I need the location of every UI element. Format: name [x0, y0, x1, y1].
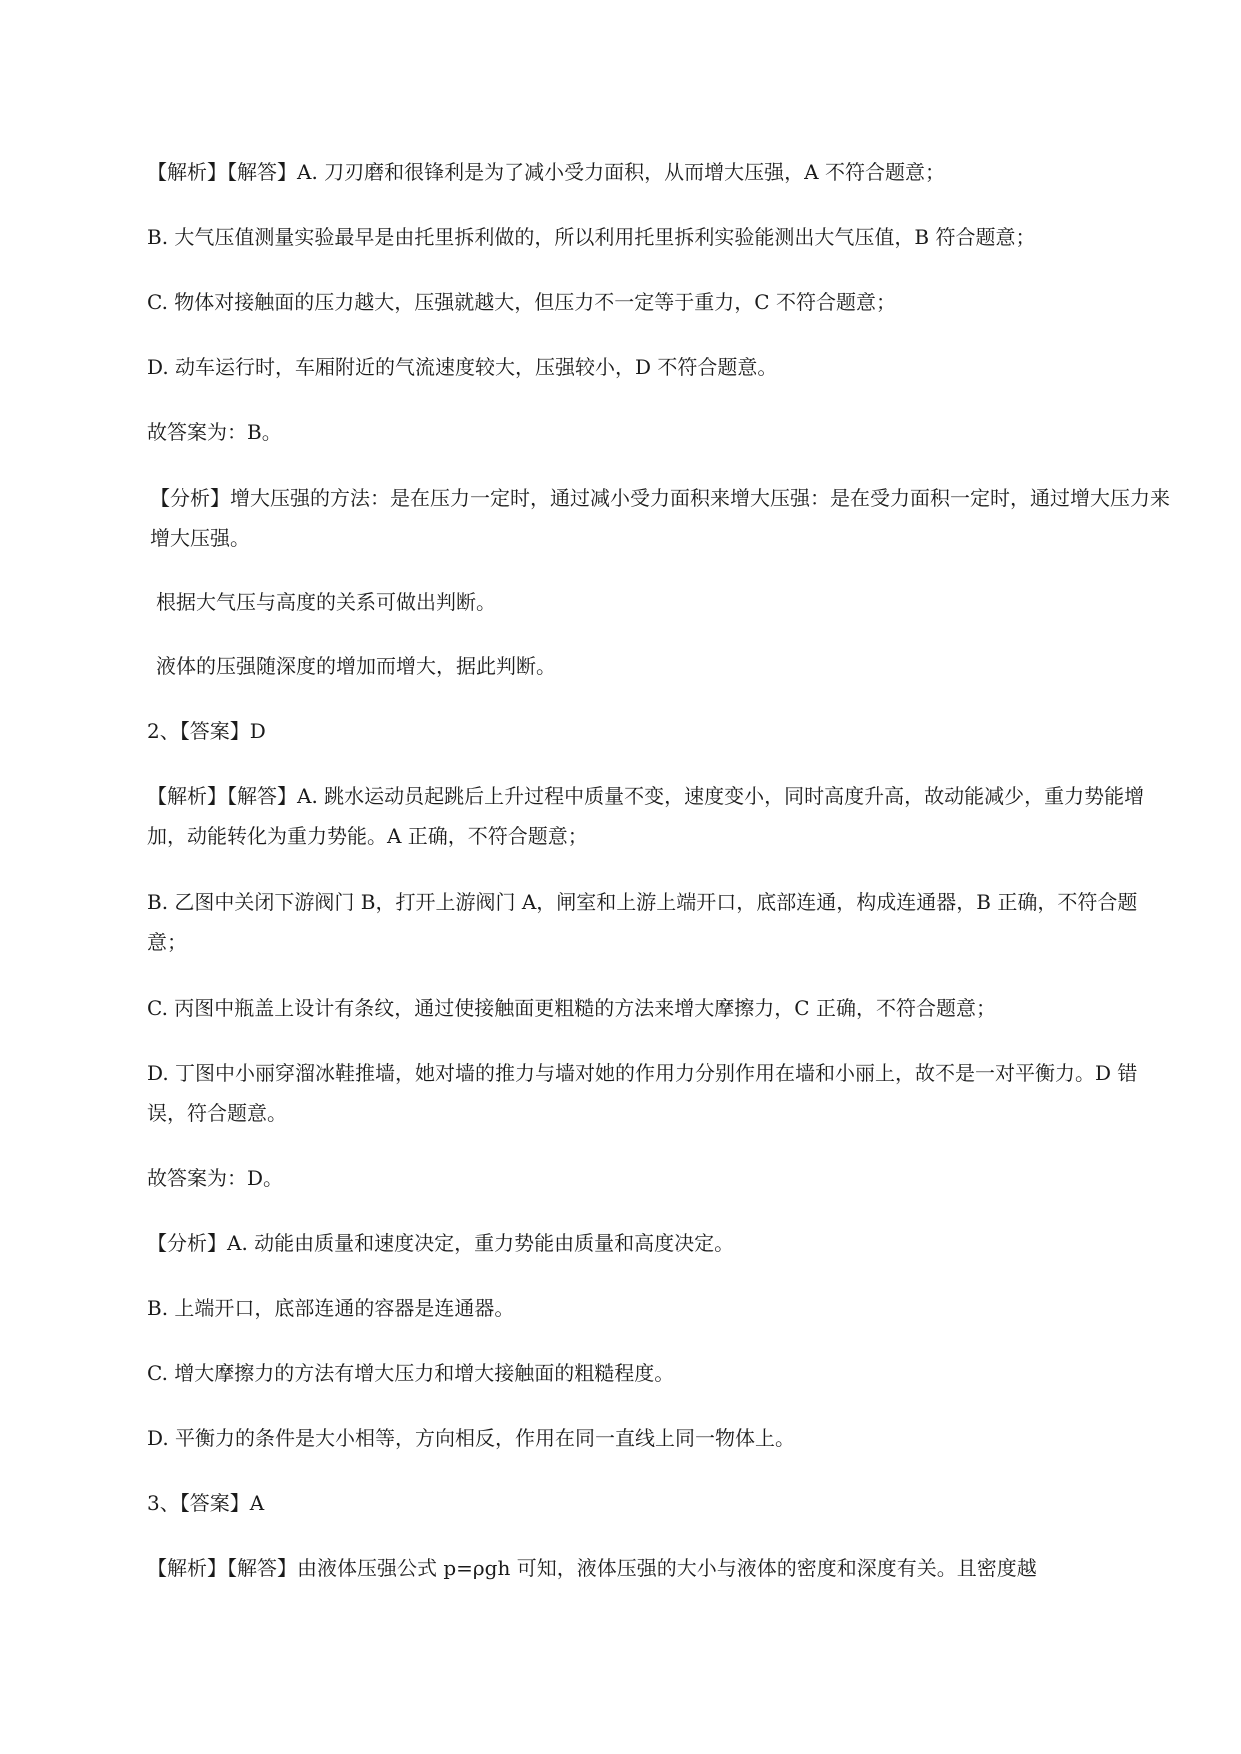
paragraph: 【解析】【解答】A. 跳水运动员起跳后上升过程中质量不变，速度变小，同时高度升高，故动能减少，重力势能增加，动能转化为重力势能。A 正确，不符合题意；	[147, 784, 1145, 848]
paragraph: C. 增大摩擦力的方法有增大压力和增大接触面的粗糙程度。	[147, 1361, 675, 1385]
paragraph: 【解析】【解答】A. 刀刃磨和很锋利是为了减小受力面积，从而增大压强，A 不符合题意；	[147, 160, 945, 184]
paragraph: 3、【答案】A	[147, 1491, 265, 1515]
paragraph: 【分析】增大压强的方法：是在压力一定时，通过减小受力面积来增大压强：是在受力面积一定时，通过增大压力来增大压强。	[150, 486, 1170, 550]
paragraph: D. 平衡力的条件是大小相等，方向相反，作用在同一直线上同一物体上。	[147, 1426, 796, 1450]
paragraph: 根据大气压与高度的关系可做出判断。	[156, 590, 496, 614]
paragraph: 故答案为：D。	[147, 1166, 284, 1190]
paragraph: B. 大气压值测量实验最早是由托里拆利做的，所以利用托里拆利实验能测出大气压值，B 符合题意；	[147, 225, 1036, 249]
paragraph: C. 丙图中瓶盖上设计有条纹，通过使接触面更粗糙的方法来增大摩擦力，C 正确，不符合题意；	[147, 996, 996, 1020]
paragraph: B. 乙图中关闭下游阀门 B，打开上游阀门 A，闸室和上游上端开口，底部连通，构成连通器，B 正确，不符合题意；	[147, 890, 1138, 954]
paragraph: B. 上端开口，底部连通的容器是连通器。	[147, 1296, 515, 1320]
paragraph: 【分析】A. 动能由质量和速度决定，重力势能由质量和高度决定。	[147, 1231, 735, 1255]
paragraph: 2、【答案】D	[147, 719, 266, 743]
paragraph: D. 动车运行时，车厢附近的气流速度较大，压强较小，D 不符合题意。	[147, 355, 778, 379]
paragraph: 故答案为：B。	[147, 420, 282, 444]
paragraph: 液体的压强随深度的增加而增大，据此判断。	[156, 654, 556, 678]
paragraph: D. 丁图中小丽穿溜冰鞋推墙，她对墙的推力与墙对她的作用力分别作用在墙和小丽上，故不是一对平衡力。D 错误，符合题意。	[147, 1061, 1138, 1125]
paragraph: C. 物体对接触面的压力越大，压强就越大，但压力不一定等于重力，C 不符合题意；	[147, 290, 896, 314]
paragraph: 【解析】【解答】由液体压强公式 p=ρgh 可知，液体压强的大小与液体的密度和深度有关。且密度越	[147, 1556, 1037, 1580]
